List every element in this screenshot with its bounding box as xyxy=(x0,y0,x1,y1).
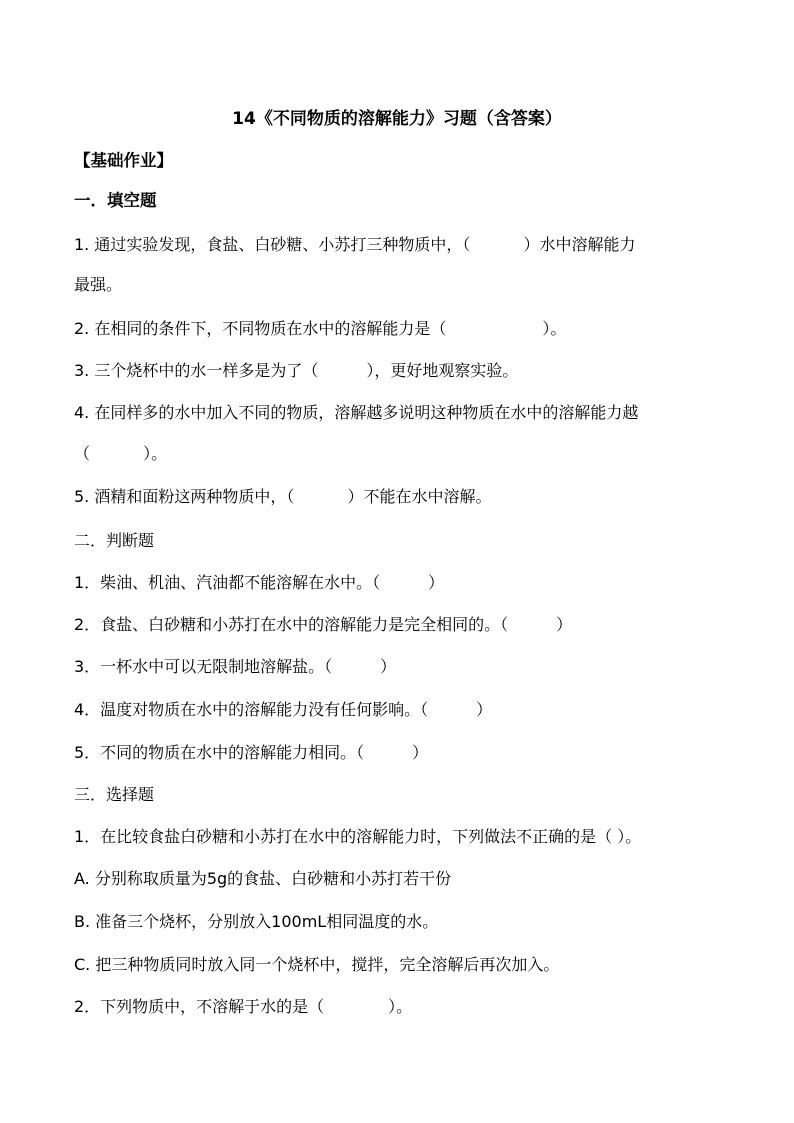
true-false-question-3: 3．一杯水中可以无限制地溶解盐。（ ） xyxy=(74,657,397,676)
fill-in-heading: 一．填空题 xyxy=(74,191,157,210)
true-false-question-5: 5．不同的物质在水中的溶解能力相同。（ ） xyxy=(74,743,429,762)
multiple-choice-question-1-option-a: A. 分别称取质量为5g的食盐、白砂糖和小苏打若干份 xyxy=(74,869,452,888)
section-basic-heading: 【基础作业】 xyxy=(74,151,173,170)
true-false-question-1: 1．柴油、机油、汽油都不能溶解在水中。（ ） xyxy=(74,573,445,592)
multiple-choice-heading: 三．选择题 xyxy=(74,785,155,804)
document-title: 14《不同物质的溶解能力》习题（含答案） xyxy=(232,109,562,129)
fill-in-question-1-line-1: 1. 通过实验发现，食盐、白砂糖、小苏打三种物质中，（ ）水中溶解能力 xyxy=(74,235,636,254)
multiple-choice-question-1: 1．在比较食盐白砂糖和小苏打在水中的溶解能力时，下列做法不正确的是（ ）。 xyxy=(74,827,642,846)
fill-in-question-4-line-2: （ ）。 xyxy=(74,444,168,463)
true-false-question-2: 2．食盐、白砂糖和小苏打在水中的溶解能力是完全相同的。（ ） xyxy=(74,615,573,634)
fill-in-question-2: 2. 在相同的条件下，不同物质在水中的溶解能力是（ ）。 xyxy=(74,319,567,338)
true-false-heading: 二．判断题 xyxy=(74,531,155,550)
fill-in-question-4-line-1: 4. 在同样多的水中加入不同的物质，溶解越多说明这种物质在水中的溶解能力越 xyxy=(74,403,639,422)
fill-in-question-3: 3. 三个烧杯中的水一样多是为了（ ），更好地观察实验。 xyxy=(74,361,519,380)
multiple-choice-question-1-option-c: C. 把三种物质同时放入同一个烧杯中，搅拌，完全溶解后再次加入。 xyxy=(74,955,560,974)
fill-in-question-5: 5. 酒精和面粉这两种物质中，（ ）不能在水中溶解。 xyxy=(74,487,492,506)
multiple-choice-question-2: 2．下列物质中，不溶解于水的是（ ）。 xyxy=(74,997,413,1016)
fill-in-question-1-line-2: 最强。 xyxy=(74,275,123,294)
true-false-question-4: 4．温度对物质在水中的溶解能力没有任何影响。（ ） xyxy=(74,700,493,719)
multiple-choice-question-1-option-b: B. 准备三个烧杯，分别放入100mL相同温度的水。 xyxy=(74,912,439,931)
